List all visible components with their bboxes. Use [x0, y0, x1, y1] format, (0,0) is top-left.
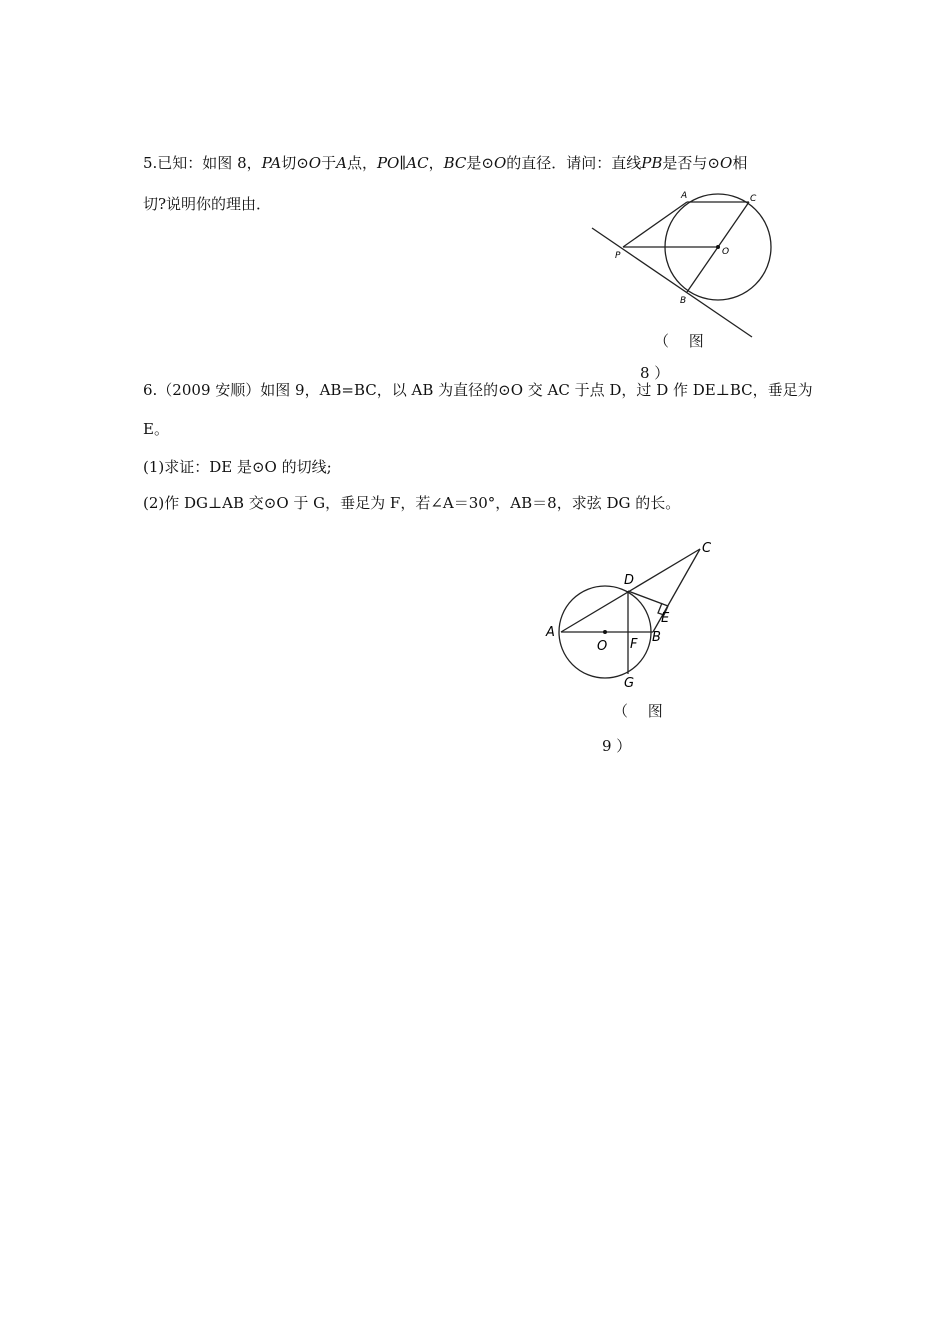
fig9-label-E: E — [661, 611, 670, 626]
problem5-text: 于 — [321, 154, 337, 172]
problem5-text: 5.已知：如图 8， — [143, 154, 262, 172]
fig8-label-A: A — [681, 191, 688, 201]
problem5-line1 — [143, 153, 747, 173]
fig9-line-AC — [561, 549, 700, 632]
problem5-text: PA — [261, 154, 282, 172]
problem5-text: 的直径．请问：直线 — [506, 154, 642, 172]
figure-8-caption-bottom: 8 ） — [640, 364, 670, 382]
problem5-text: 是⊙ — [466, 154, 494, 172]
fig8-label-O: O — [722, 247, 730, 257]
fig9-label-D: D — [624, 573, 635, 588]
fig9-label-B: B — [652, 630, 661, 645]
fig8-line-PB-extended — [592, 228, 752, 337]
figure-8-diagram — [585, 180, 785, 345]
fig9-label-G: G — [624, 676, 635, 691]
fig8-line-PA — [623, 202, 687, 247]
problem6-line4: (2)作 DG⊥AB 交⊙O 于 G，垂足为 F，若∠A＝30°，AB＝8，求弦 DG 的长。 — [143, 494, 681, 512]
fig8-center-dot — [716, 245, 720, 249]
problem5-text: A — [336, 154, 347, 172]
fig9-label-C: C — [702, 541, 712, 556]
fig8-label-C: C — [750, 194, 757, 204]
figure-9-diagram — [540, 535, 730, 695]
problem6-line1: 6.（2009 安顺）如图 9，AB=BC，以 AB 为直径的⊙O 交 AC 于点 D，过 D 作 DE⊥BC，垂足为 — [143, 381, 813, 399]
problem5-text: 切⊙ — [281, 154, 309, 172]
problem5-text: BC — [443, 154, 467, 172]
fig9-label-O: O — [597, 639, 608, 654]
fig8-label-P: P — [615, 251, 621, 261]
problem5-text: 相 — [732, 154, 748, 172]
figure-9-caption-top: （ 图 — [613, 702, 663, 720]
problem5-text: PB — [641, 154, 663, 172]
fig9-center-dot — [603, 630, 607, 634]
figure-8-caption-top: （ 图 — [654, 332, 704, 350]
problem6-line3: (1)求证：DE 是⊙O 的切线; — [143, 458, 332, 476]
problem5-text: 点， — [346, 154, 377, 172]
figure-9-caption-bottom: 9 ） — [602, 737, 632, 755]
problem6-line2: E。 — [143, 420, 169, 438]
problem5-line2: 切?说明你的理由． — [143, 195, 272, 213]
problem5-text: 是否与⊙ — [662, 154, 720, 172]
fig8-label-B: B — [680, 296, 687, 306]
fig9-label-A: A — [546, 625, 555, 640]
problem5-text: ， — [428, 154, 444, 172]
fig9-label-F: F — [630, 637, 638, 652]
problem5-text: PO∥AC — [376, 154, 429, 172]
problem5-text: O — [720, 154, 733, 172]
problem5-text: O — [308, 154, 322, 172]
problem5-text: O — [493, 154, 507, 172]
